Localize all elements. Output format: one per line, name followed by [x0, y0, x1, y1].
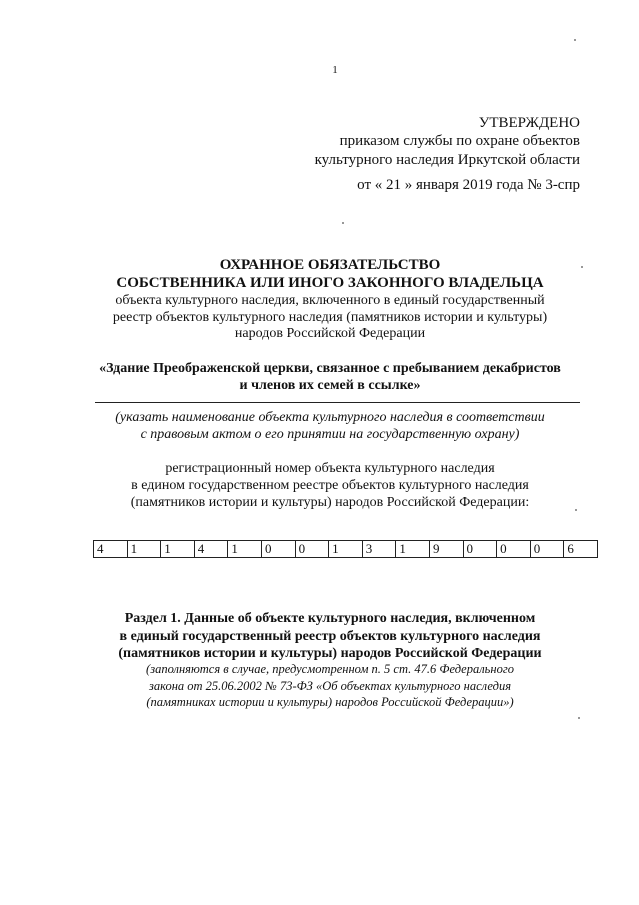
registry-digit: 3	[362, 541, 396, 558]
approval-line-2: культурного наследия Иркутской области	[314, 152, 580, 168]
registry-digit: 0	[463, 541, 497, 558]
section-1-note-line-3: (памятниках истории и культуры) народов Российской Федерации»)	[146, 695, 514, 709]
registry-number-row	[94, 541, 598, 558]
scan-speck	[342, 222, 344, 224]
registry-digit: 1	[228, 541, 262, 558]
scan-speck	[578, 717, 580, 719]
section-1-heading-line-3: (памятников истории и культуры) народов Российской Федерации	[118, 646, 542, 661]
registry-label-line-3: (памятников истории и культуры) народов Российской Федерации:	[130, 495, 530, 510]
section-1-note-line-2: закона от 25.06.2002 № 73-ФЗ «Об объектах культурного наследия	[148, 679, 512, 693]
title-line-5: народов Российской Федерации	[234, 326, 426, 341]
registry-digit: 1	[161, 541, 195, 558]
scan-speck	[581, 266, 583, 268]
object-name-line-1: «Здание Преображенской церкви, связанное с пребыванием декабристов	[99, 361, 561, 376]
registry-digit: 4	[194, 541, 228, 558]
object-name-line-2: и членов их семей в ссылке»	[239, 378, 421, 393]
title-line-1: ОХРАННОЕ ОБЯЗАТЕЛЬСТВО	[219, 257, 441, 273]
section-1-heading-line-2: в единый государственный реестр объектов культурного наследия	[119, 629, 541, 644]
registry-number-grid	[93, 540, 598, 558]
registry-digit: 4	[94, 541, 128, 558]
registry-digit: 0	[295, 541, 329, 558]
registry-digit: 0	[530, 541, 564, 558]
registry-label-line-1: регистрационный номер объекта культурного наследия	[165, 461, 495, 476]
registry-digit: 0	[261, 541, 295, 558]
approval-date: от « 21 » января 2019 года № 3-спр	[357, 177, 580, 193]
scan-speck	[574, 39, 576, 41]
page-number: 1	[332, 64, 338, 76]
registry-digit: 1	[396, 541, 430, 558]
object-hint-line-1: (указать наименование объекта культурного наследия в соответствии	[115, 410, 545, 425]
registry-digit: 9	[429, 541, 463, 558]
object-hint-line-2: с правовым актом о его принятии на государственную охрану)	[140, 427, 520, 442]
scan-speck	[575, 509, 577, 511]
section-1-heading-line-1: Раздел 1. Данные об объекте культурного наследия, включенном	[124, 611, 536, 626]
registry-digit: 1	[127, 541, 161, 558]
section-1-note-line-1: (заполняются в случае, предусмотренном п. 5 ст. 47.6 Федерального	[146, 662, 514, 676]
registry-label-line-2: в едином государственном реестре объектов культурного наследия	[131, 478, 529, 493]
approval-line-1: приказом службы по охране объектов	[339, 133, 580, 149]
registry-digit: 1	[329, 541, 363, 558]
fill-in-underline	[95, 402, 580, 403]
title-line-3: объекта культурного наследия, включенного в единый государственный	[115, 293, 545, 308]
registry-digit: 6	[564, 541, 598, 558]
registry-digit: 0	[497, 541, 531, 558]
title-line-2: СОБСТВЕННИКА ИЛИ ИНОГО ЗАКОННОГО ВЛАДЕЛЬЦА	[116, 275, 544, 291]
title-line-4: реестр объектов культурного наследия (памятников истории и культуры)	[112, 310, 548, 325]
approval-word: УТВЕРЖДЕНО	[478, 115, 580, 131]
